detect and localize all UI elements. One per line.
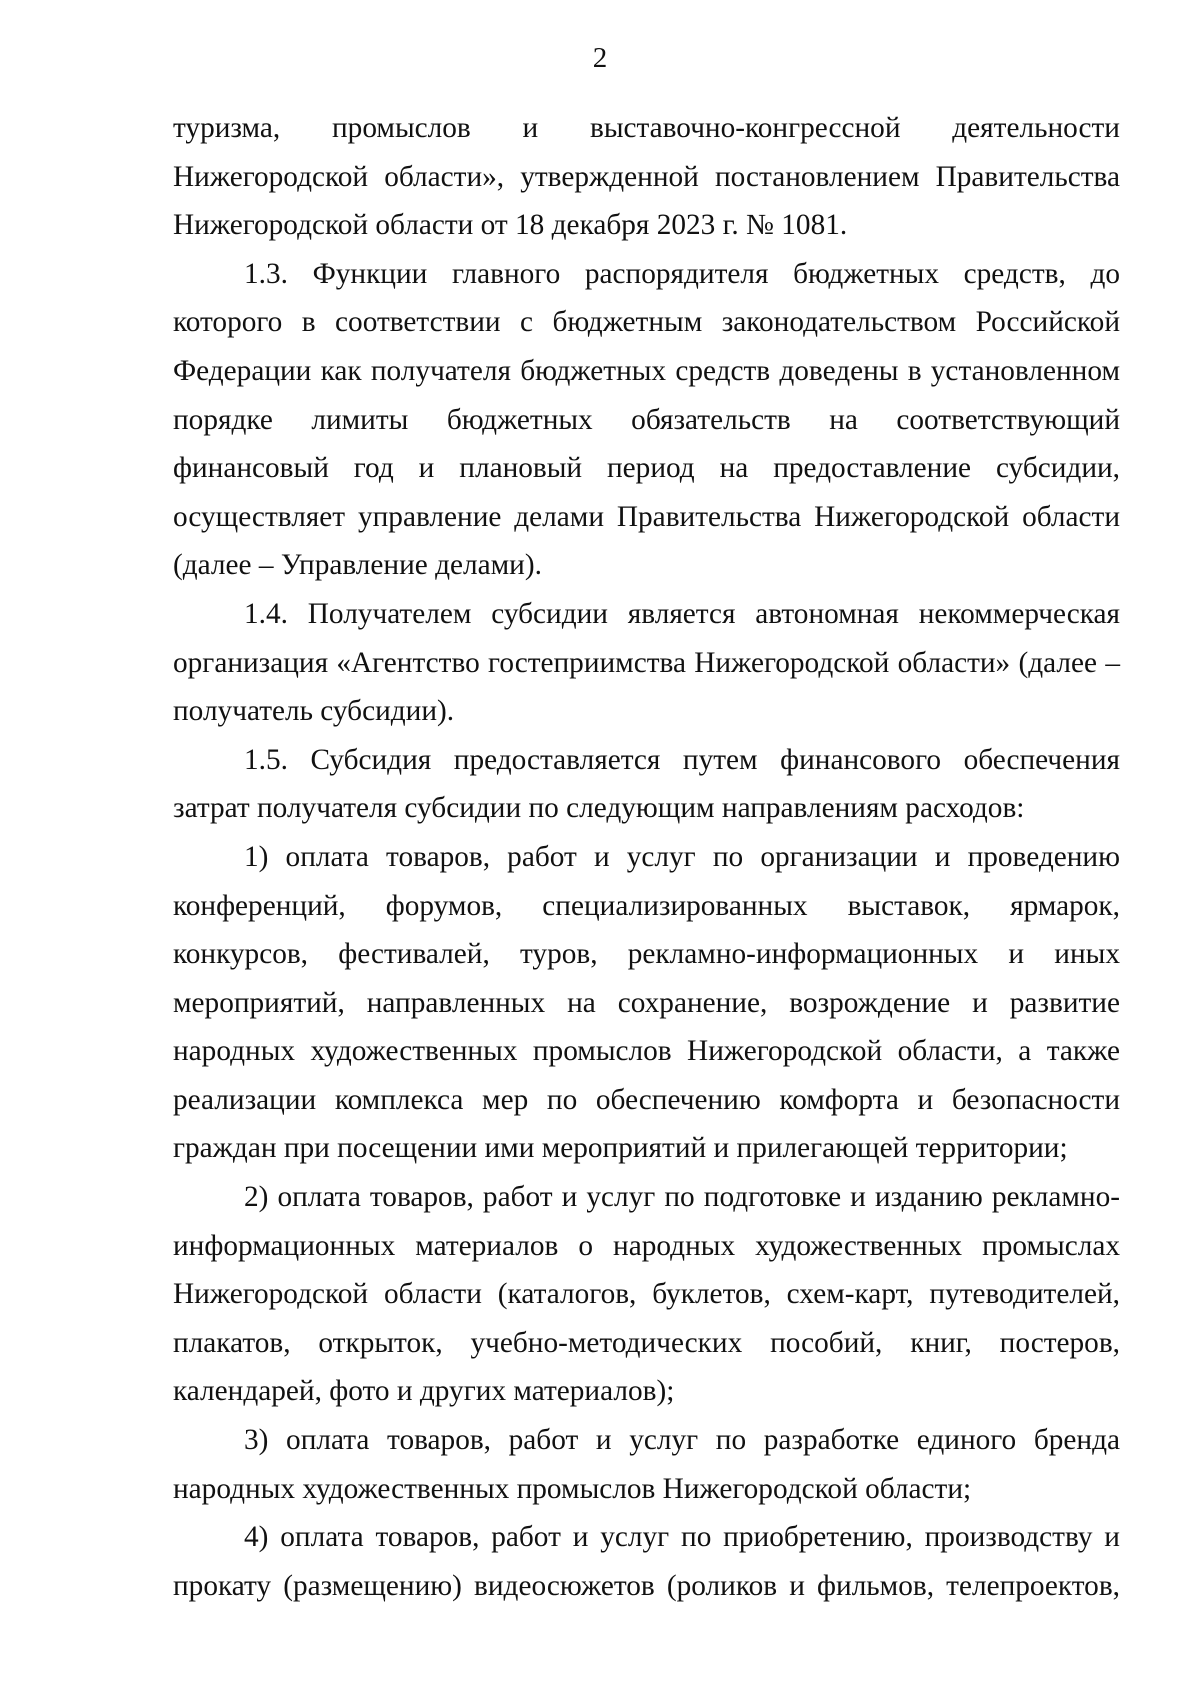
list-item-4: 4) оплата товаров, работ и услуг по приобретению, производству и прокату (размещению) видеосюжетов (роликов и фильмов, телепроектов, [173,1521,1120,1602]
document-body [173,104,1120,1610]
list-item-2: 2) оплата товаров, работ и услуг по подготовке и изданию рекламно-информационных материалов о народных художественных промыслах Нижегородской области (каталогов, буклетов, схем-карт, путеводителей, плакатов, открыток, учебно-методических пособий, книг, постеров, календарей, фото и других материалов); [173,1181,1120,1408]
list-item-1: 1) оплата товаров, работ и услуг по организации и проведению конференций, форумов, специализированных выставок, ярмарок, конкурсов, фестивалей, туров, рекламно-информационных и иных мероприятий, направленных на сохранение, возрождение и развитие народных художественных промыслов Нижегородской области, а также реализации комплекса мер по обеспечению комфорта и безопасности граждан при посещении ими мероприятий и прилегающей территории; [173,840,1120,1165]
page-number: 2 [592,42,608,74]
list-item-3: 3) оплата товаров, работ и услуг по разработке единого бренда народных художественных промыслов Нижегородской области; [173,1424,1120,1505]
paragraph-continuation: туризма, промыслов и выставочно-конгрессной деятельности Нижегородской области», утвержденной постановлением Правительства Нижегородской области от 18 декабря 2023 г. № 1081. [173,112,1120,242]
paragraph-1-4: 1.4. Получателем субсидии является автономная некоммерческая организация «Агентство гостеприимства Нижегородской области» (далее – получатель субсидии). [173,597,1120,728]
paragraph-1-5: 1.5. Субсидия предоставляется путем финансового обеспечения затрат получателя субсидии по следующим направлениям расходов: [173,743,1120,825]
paragraph-1-3: 1.3. Функции главного распорядителя бюджетных средств, до которого в соответствии с бюджетным законодательством Российской Федерации как получателя бюджетных средств доведены в установленном порядке лимиты бюджетных обязательств на соответствующий финансовый год и плановый период на предоставление субсидии, осуществляет управление делами Правительства Нижегородской области (далее – Управление делами). [173,257,1120,582]
